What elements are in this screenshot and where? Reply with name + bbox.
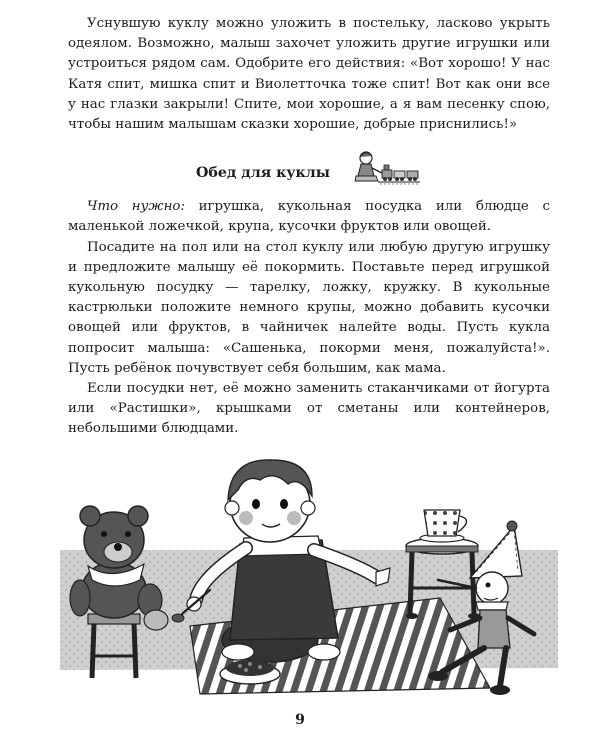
section-heading	[68, 149, 550, 193]
instructions-paragraph: Посадите на пол или на стол куклу или любую другую игрушку и предложите малышу её покормить. Поставьте перед игрушкой кукольную посудку — тарелку, ложку, кружку. В кукольные кастрюльки положите немного крупы, можно добавить кусочки овощей или фруктов, в чайничек налейте воды. Пусть кукла попросит малыша: «Сашенька, покорми меня, пожалуйста!». Пусть ребёнок почувствует себя большим, как мама.	[68, 239, 550, 376]
what-needed-paragraph	[68, 197, 550, 237]
what-needed-text: игрушка, кукольная посудка или блюдце с маленькой ложечкой, крупа, кусочки фруктов или овощей.	[68, 199, 550, 235]
text-column	[68, 14, 550, 440]
section-title: Обед для куклы	[196, 165, 330, 182]
what-needed-label: Что нужно:	[87, 199, 185, 215]
page-number: 9	[295, 712, 305, 728]
child-with-toy-train-icon	[352, 149, 420, 185]
intro-paragraph: Уснувшую куклу можно уложить в постельку, ласково укрыть одеялом. Возможно, малыш захочет уложить другие игрушки или устроиться рядом сам. Одобрите его действия: «Вот хорошо! У нас Катя спит, мишка спит и Виолетточка тоже спит! Вот как они все у нас глазки закрыли! Спите, мои хорошие, а я вам песенку спою, чтобы нашим малышам сказки хорошие, добрые приснились!»	[68, 16, 550, 133]
substitutes-paragraph: Если посудки нет, её можно заменить стаканчиками от йогурта или «Растишки», крышками от сметаны или контейнеров, небольшими блюдцами.	[68, 381, 550, 437]
child-feeding-toys-illustration	[60, 448, 558, 698]
